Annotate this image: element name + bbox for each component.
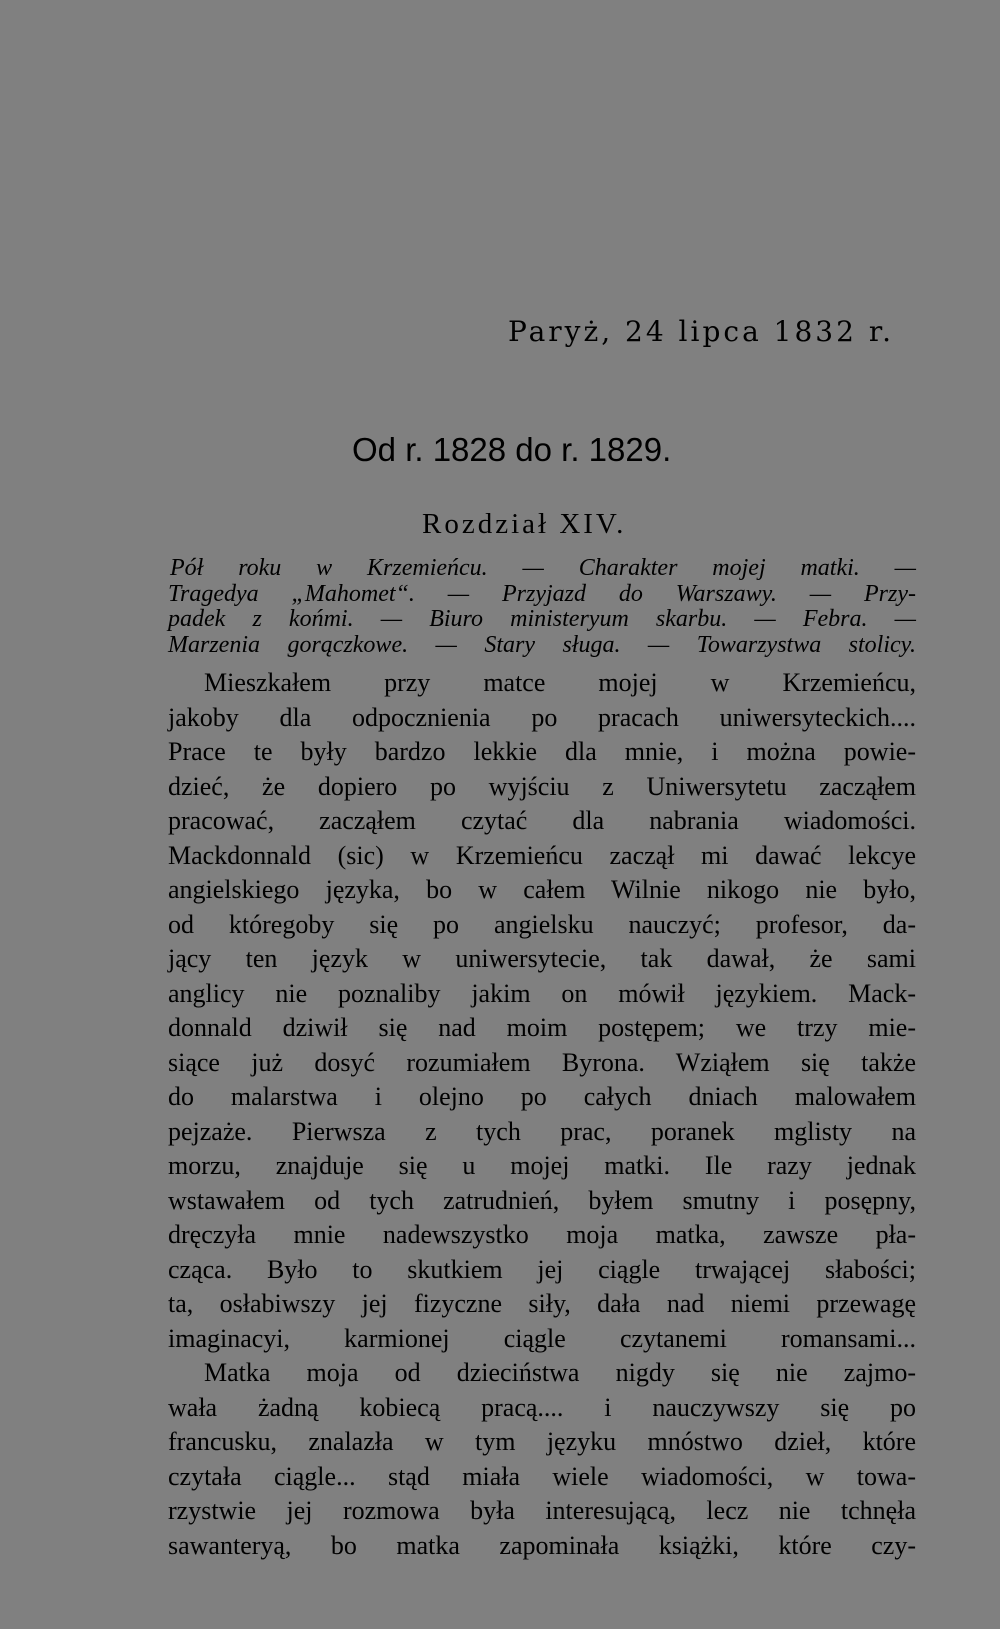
- summary-line: Pół roku w Krzemieńcu. — Charakter mojej matki. —: [170, 555, 916, 581]
- body-line: imaginacyi, karmionej ciągle czytanemi romansami...: [168, 1323, 916, 1353]
- body-line: cząca. Było to skutkiem jej ciągle trwającej słabości;: [168, 1254, 916, 1284]
- body-line: jący ten język w uniwersytecie, tak dawał, że sami: [168, 944, 916, 973]
- body-line: rzystwie jej rozmowa była interesującą, lecz nie tchnęła: [168, 1496, 916, 1525]
- body-line: siące już dosyć rozumiałem Byrona. Wziąłem się także: [168, 1047, 916, 1077]
- body-line: Mackdonnald (sic) w Krzemieńcu zaczął mi dawać lekcye: [168, 840, 916, 870]
- body-line: pejzaże. Pierwsza z tych prac, poranek mglisty na: [168, 1116, 916, 1146]
- summary-line: padek z końmi. — Biuro ministeryum skarbu. — Febra. —: [168, 606, 916, 632]
- body-line: angielskiego języka, bo w całem Wilnie nikogo nie było,: [168, 875, 916, 904]
- chapter-summary: [168, 556, 916, 658]
- body-line: Mieszkałem przy matce mojej w Krzemieńcu,: [204, 668, 916, 697]
- body-line: od któregoby się po angielsku nauczyć; profesor, da-: [168, 909, 916, 939]
- body-line: pracować, zacząłem czytać dla nabrania wiadomości.: [168, 806, 916, 835]
- body-line: sawanteryą, bo matka zapominała książki, które czy-: [168, 1530, 916, 1560]
- body-line: ta, osłabiwszy jej fizyczne siły, dała nad niemi przewagę: [168, 1289, 916, 1318]
- body-line: anglicy nie poznaliby jakim on mówił językiem. Mack-: [168, 978, 916, 1008]
- body-line: morzu, znajduje się u mojej matki. Ile razy jednak: [168, 1151, 916, 1180]
- body-line: francusku, znalazła w tym języku mnóstwo dzieł, które: [168, 1427, 916, 1456]
- body-line: jakoby dla odpocznienia po pracach uniwersyteckich....: [168, 702, 916, 732]
- dateline: Paryż, 24 lipca 1832 r.: [508, 315, 895, 348]
- body-line: do malarstwa i olejno po całych dniach malowałem: [168, 1082, 916, 1111]
- summary-line: Marzenia gorączkowe. — Stary sługa. — Towarzystwa stolicy.: [168, 631, 916, 658]
- summary-line: Tragedya „Mahomet“. — Przyjazd do Warszawy. — Przy-: [168, 580, 916, 607]
- section-title: Od r. 1828 do r. 1829.: [352, 431, 672, 468]
- body-line: Matka moja od dzieciństwa nigdy się nie zajmo-: [204, 1358, 916, 1387]
- body-text: [168, 666, 916, 1563]
- chapter-title: Rozdział XIV.: [422, 508, 627, 540]
- body-line: wała żadną kobiecą pracą.... i nauczywszy się po: [168, 1392, 916, 1422]
- body-line: dręczyła mnie nadewszystko moja matka, zawsze pła-: [168, 1220, 916, 1249]
- body-line: wstawałem od tych zatrudnień, byłem smutny i posępny,: [168, 1185, 916, 1215]
- body-line: czytała ciągle... stąd miała wiele wiadomości, w towa-: [168, 1461, 916, 1491]
- body-line: dzieć, że dopiero po wyjściu z Uniwersytetu zacząłem: [168, 771, 916, 801]
- body-line: Prace te były bardzo lekkie dla mnie, i można powie-: [168, 737, 916, 766]
- body-line: donnald dziwił się nad moim postępem; we trzy mie-: [168, 1013, 916, 1042]
